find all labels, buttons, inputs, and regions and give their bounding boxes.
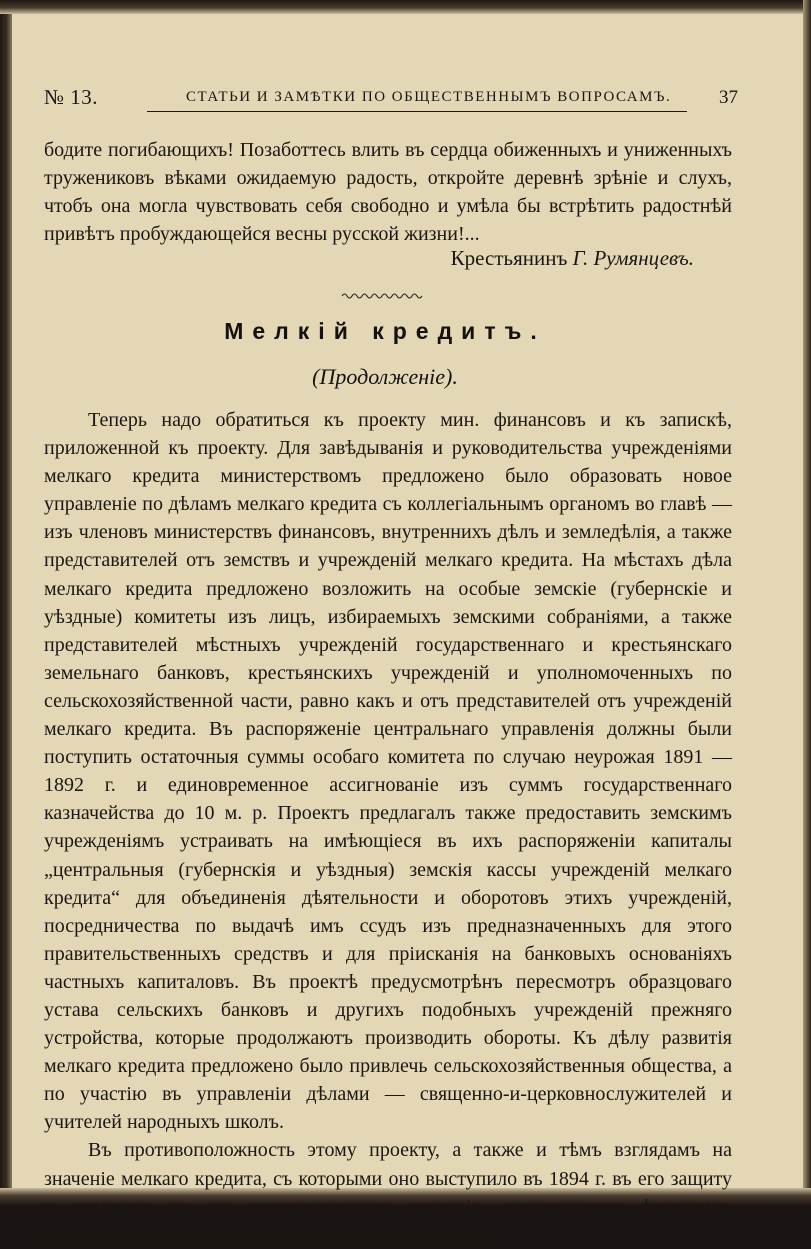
article-paragraph: Теперь надо обратиться къ проекту мин. финансовъ и къ запискѣ, приложенной къ проекту. Для завѣдыванія и руководительства учрежденіями мелкаго кредита министерствомъ предложено было образовать новое управленіе по дѣламъ мелкаго кредита съ коллегіальнымъ органомъ во главѣ — изъ членовъ министерствъ финансовъ, внутреннихъ дѣлъ и земледѣлія, а также представителей отъ земствъ и учрежденій мелкаго кредита. На мѣстахъ дѣла мелкаго кредита предложено возложить на особые земскіе (губернскіе и уѣздные) комитеты изъ лицъ, избираемыхъ земскими собраніями, а также представителей мѣстныхъ учрежденій государственнаго и крестьянскаго земельнаго банковъ, крестьянскихъ учрежденій и уполномоченныхъ по сельскохозяйственной части, равно какъ и отъ представителей отъ учрежденій мелкаго кредита. Въ распоряженіе центральнаго управленія должны были поступить остаточныя суммы особаго комитета по случаю неурожая 1891 — 1892 г. и единовременное ассигнованіе изъ суммъ государственнаго казначейства до 10 м. р. Проектъ предлагалъ также предоставить земскимъ учрежденіямъ устраивать на имѣющіеся въ ихъ распоряженіи капиталы „центральныя (губернскія и уѣздныя) земскія кассы учрежденій мелкаго кредита“ для объединенія дѣятельности и оборотовъ этихъ учрежденій, посредничества по выдачѣ имъ ссудъ изъ предназначенныхъ для этого правительственныхъ средствъ и для пріисканія на банковыхъ основаніяхъ частныхъ капиталовъ. Въ проектѣ предусмотрѣнъ пересмотръ образцоваго устава сельскихъ банковъ и другихъ подобныхъ учрежденій прежняго устройства, которые продолжаютъ производить обороты. Къ дѣлу развитія мелкаго кредита предложено было привлечь сельскохозяйственныя общества, а по участію въ управленіи дѣлами — священно-и-церковнослужителей и учителей народныхъ школъ. — [44, 409, 732, 1134]
article-title: Мелкій кредитъ. — [224, 318, 546, 344]
running-head — [44, 85, 738, 115]
author-signature — [44, 246, 694, 271]
book-spine-shadow — [0, 0, 12, 1205]
previous-article-ending — [44, 136, 732, 248]
signature-prefix: Крестьянинъ — [450, 246, 568, 270]
signature-name: Г. Румянцевъ. — [572, 246, 694, 270]
page-right-edge — [803, 0, 811, 1205]
section-title: СТАТЬИ И ЗАМѢТКИ ПО ОБЩЕСТВЕННЫМЪ ВОПРОСАМЪ. — [186, 89, 672, 105]
previous-article-paragraph: бодите погибающихъ! Позаботтесь влить въ сердца обиженныхъ и униженныхъ тружениковъ вѣками ожидаемую радость, откройте деревнѣ зрѣніе и слухъ, чтобъ она могла чувствовать себя свободно и умѣла бы встрѣтить радостнѣй привѣтъ пробуждающейся весны русской жизни!... — [44, 139, 732, 246]
article-subtitle: (Продолженіе). — [312, 364, 458, 389]
issue-number: № 13. — [44, 85, 99, 109]
article-body — [44, 406, 732, 1249]
page-top-edge — [0, 0, 811, 14]
header-rule — [147, 111, 687, 112]
article-paragraph: Въ противоположность этому проекту, а также и тѣмъ взглядамъ на значеніе мелкаго кредита, съ которыми оно выступило въ 1894 г. въ его защиту и указывая на его государственное значеніе, министерство финансовъ выступаетъ теперь съ запиской, въ которой сгруппи- — [44, 1139, 732, 1246]
page-number: 37 — [719, 87, 738, 108]
wavy-divider-ornament — [342, 290, 422, 302]
